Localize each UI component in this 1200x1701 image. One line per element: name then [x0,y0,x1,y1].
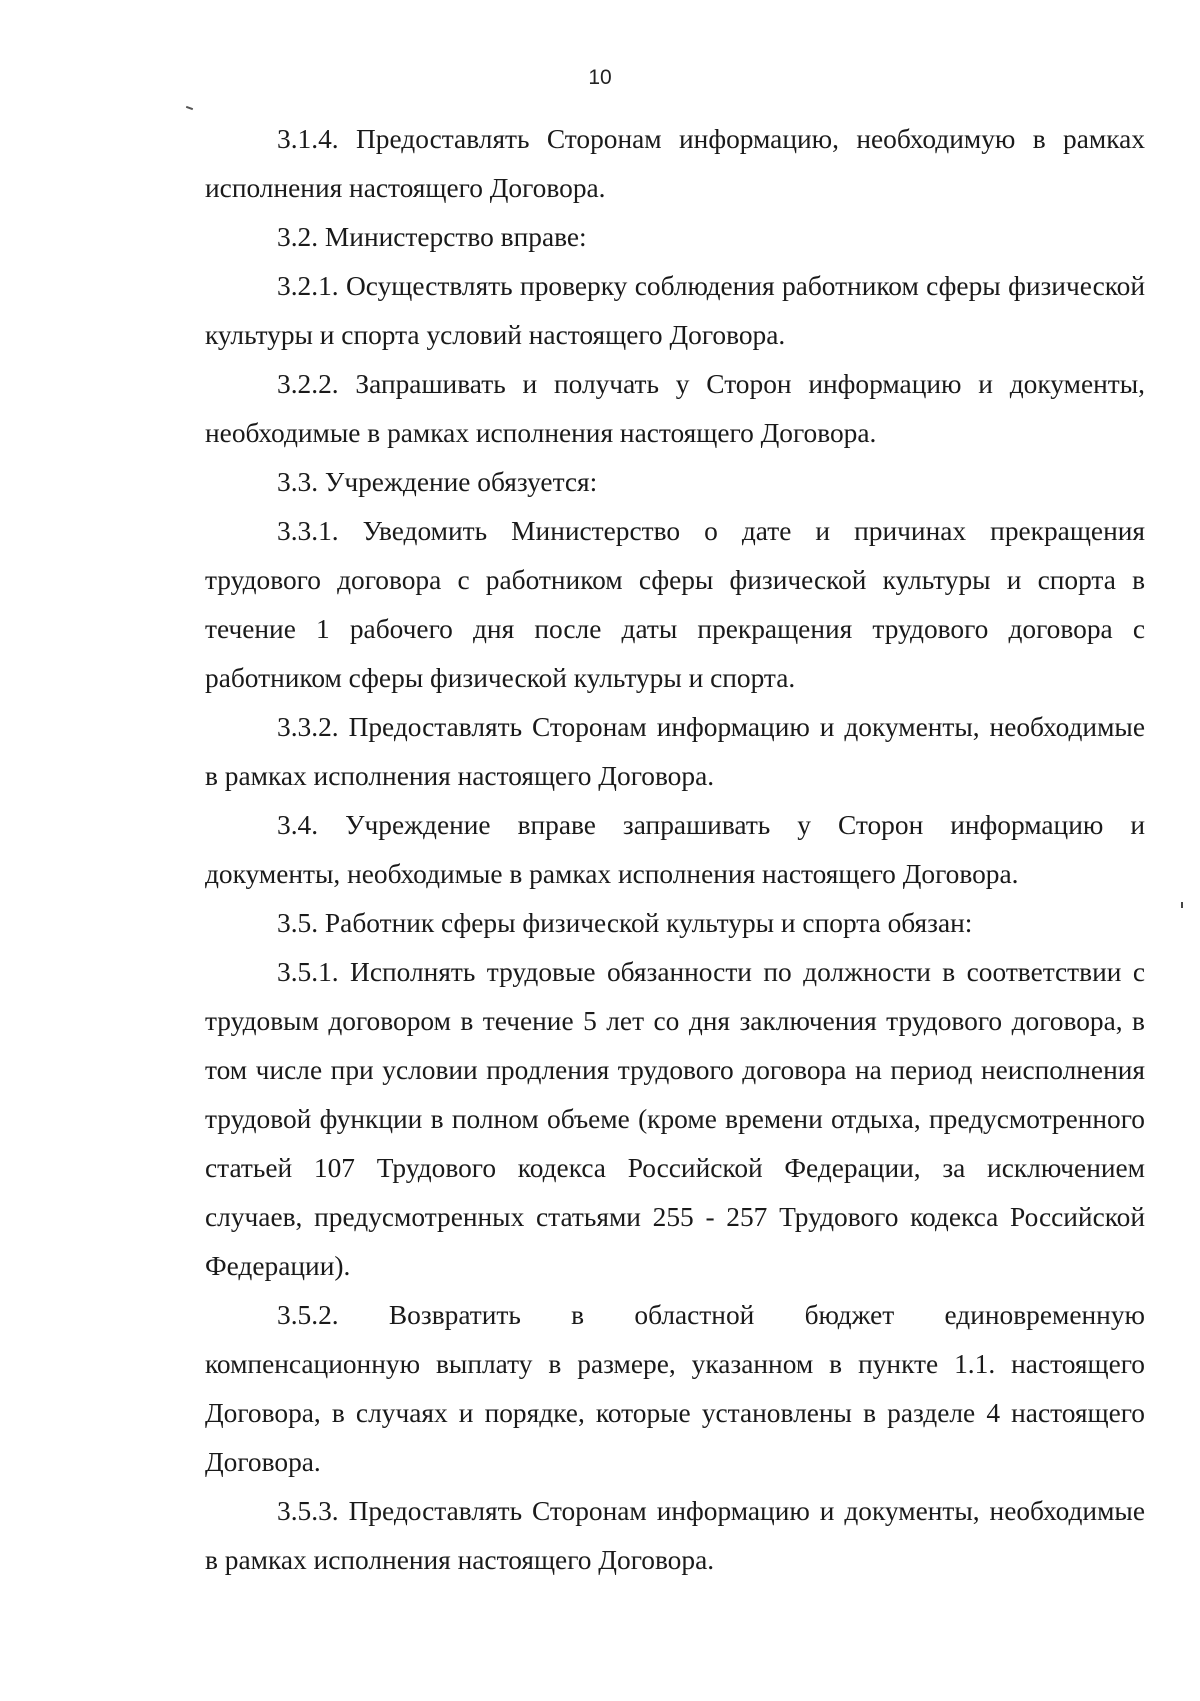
clause-3-2: 3.2. Министерство вправе: [277,222,587,252]
page-number: 10 [588,66,612,89]
clause-3-5: 3.5. Работник сферы физической культуры и спорта обязан: [277,908,973,938]
scan-artifact-mark [186,106,193,110]
clause-3-2-1: 3.2.1. Осуществлять проверку соблюдения работником сферы физической культуры и спорта условий настоящего Договора. [205,271,1145,350]
clause-3-3-2: 3.3.2. Предоставлять Сторонам информацию и документы, необходимые в рамках исполнения настоящего Договора. [205,712,1145,791]
clause-3-5-1: 3.5.1. Исполнять трудовые обязанности по должности в соответствии с трудовым договором в течение 5 лет со дня заключения трудового договора, в том числе при условии продления трудового договора на период неисполнения трудовой функции в полном объеме (кроме времени отдыха, предусмотренного статьей 107 Трудового кодекса Российской Федерации, за исключением случаев, предусмотренных статьями 255 - 257 Трудового кодекса Российской Федерации). [205,957,1145,1281]
clause-3-3: 3.3. Учреждение обязуется: [277,467,598,497]
clause-3-3-1: 3.3.1. Уведомить Министерство о дате и причинах прекращения трудового договора с работником сферы физической культуры и спорта в течение 1 рабочего дня после даты прекращения трудового договора с работником сферы физической культуры и спорта. [205,516,1145,693]
document-body [205,115,1145,1585]
clause-3-1-4: 3.1.4. Предоставлять Сторонам информацию, необходимую в рамках исполнения настоящего Договора. [205,124,1145,203]
scan-artifact-dot [1181,902,1183,908]
clause-3-2-2: 3.2.2. Запрашивать и получать у Сторон информацию и документы, необходимые в рамках исполнения настоящего Договора. [205,369,1145,448]
clause-3-5-2: 3.5.2. Возвратить в областной бюджет единовременную компенсационную выплату в размере, указанном в пункте 1.1. настоящего Договора, в случаях и порядке, которые установлены в разделе 4 настоящего Договора. [205,1300,1145,1477]
clause-3-4: 3.4. Учреждение вправе запрашивать у Сторон информацию и документы, необходимые в рамках исполнения настоящего Договора. [205,810,1145,889]
clause-3-5-3: 3.5.3. Предоставлять Сторонам информацию и документы, необходимые в рамках исполнения настоящего Договора. [205,1496,1145,1575]
